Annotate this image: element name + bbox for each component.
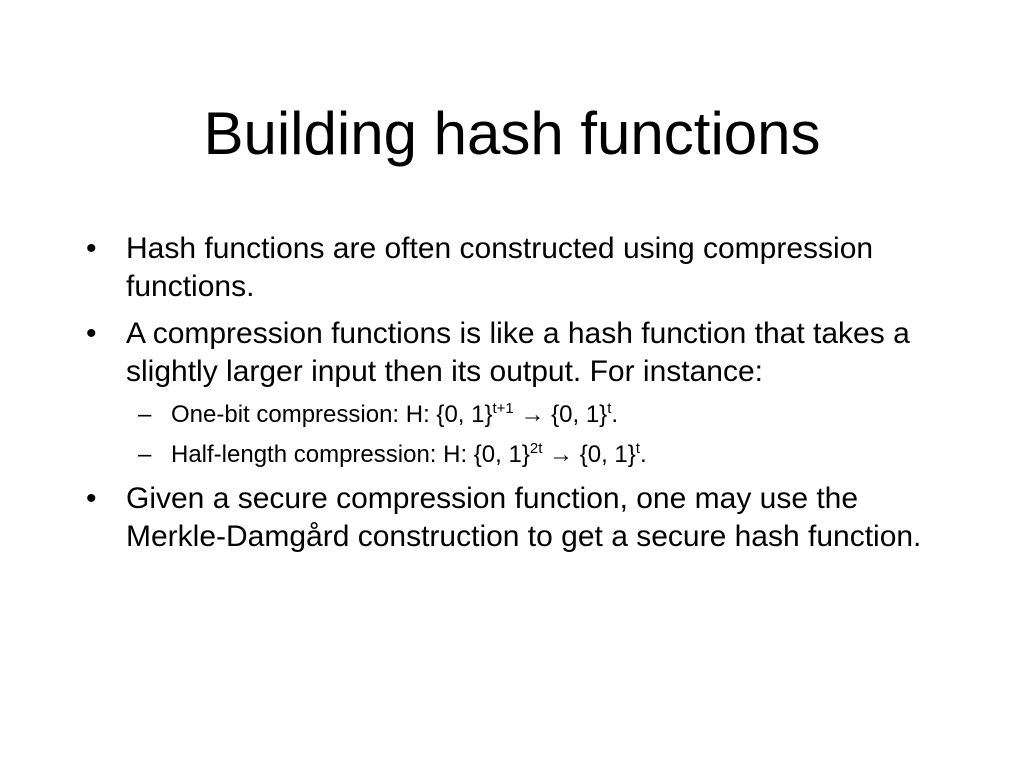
arrow-icon: → xyxy=(520,401,545,428)
bullet-item xyxy=(82,480,962,556)
dash-icon: – xyxy=(138,441,152,468)
sub-bullet-prefix: One-bit compression: H: {0, 1} xyxy=(171,401,493,428)
bullet-icon: • xyxy=(86,317,97,350)
arrow-icon: → xyxy=(549,441,574,468)
sub-bullet-suffix: . xyxy=(639,441,647,468)
bullet-icon: • xyxy=(86,482,97,515)
slide-body xyxy=(82,230,962,565)
sub-bullet-prefix: Half-length compression: H: {0, 1} xyxy=(171,441,530,468)
exponent: t xyxy=(607,400,612,417)
sub-bullet-suffix: . xyxy=(611,401,619,428)
slide-title: Building hash functions xyxy=(203,100,821,167)
bullet-text: A compression functions is like a hash function that takes a slightly larger input then its output. For instance: xyxy=(126,317,910,388)
exponent: 2t xyxy=(529,440,543,457)
sub-bullet-mid: {0, 1} xyxy=(544,401,608,428)
dash-icon: – xyxy=(138,401,152,428)
bullet-item xyxy=(82,315,962,391)
bullet-item xyxy=(82,230,962,306)
exponent: t xyxy=(635,440,640,457)
sub-bullet-item xyxy=(82,400,962,430)
bullet-icon: • xyxy=(86,232,97,265)
sub-bullet-mid: {0, 1} xyxy=(573,441,636,468)
sub-bullet-item xyxy=(82,440,962,470)
bullet-text: Hash functions are often constructed using compression functions. xyxy=(126,232,874,303)
exponent: t+1 xyxy=(492,400,514,417)
bullet-text: Given a secure compression function, one may use the Merkle-Damgård construction to get a secure hash function. xyxy=(126,482,922,553)
